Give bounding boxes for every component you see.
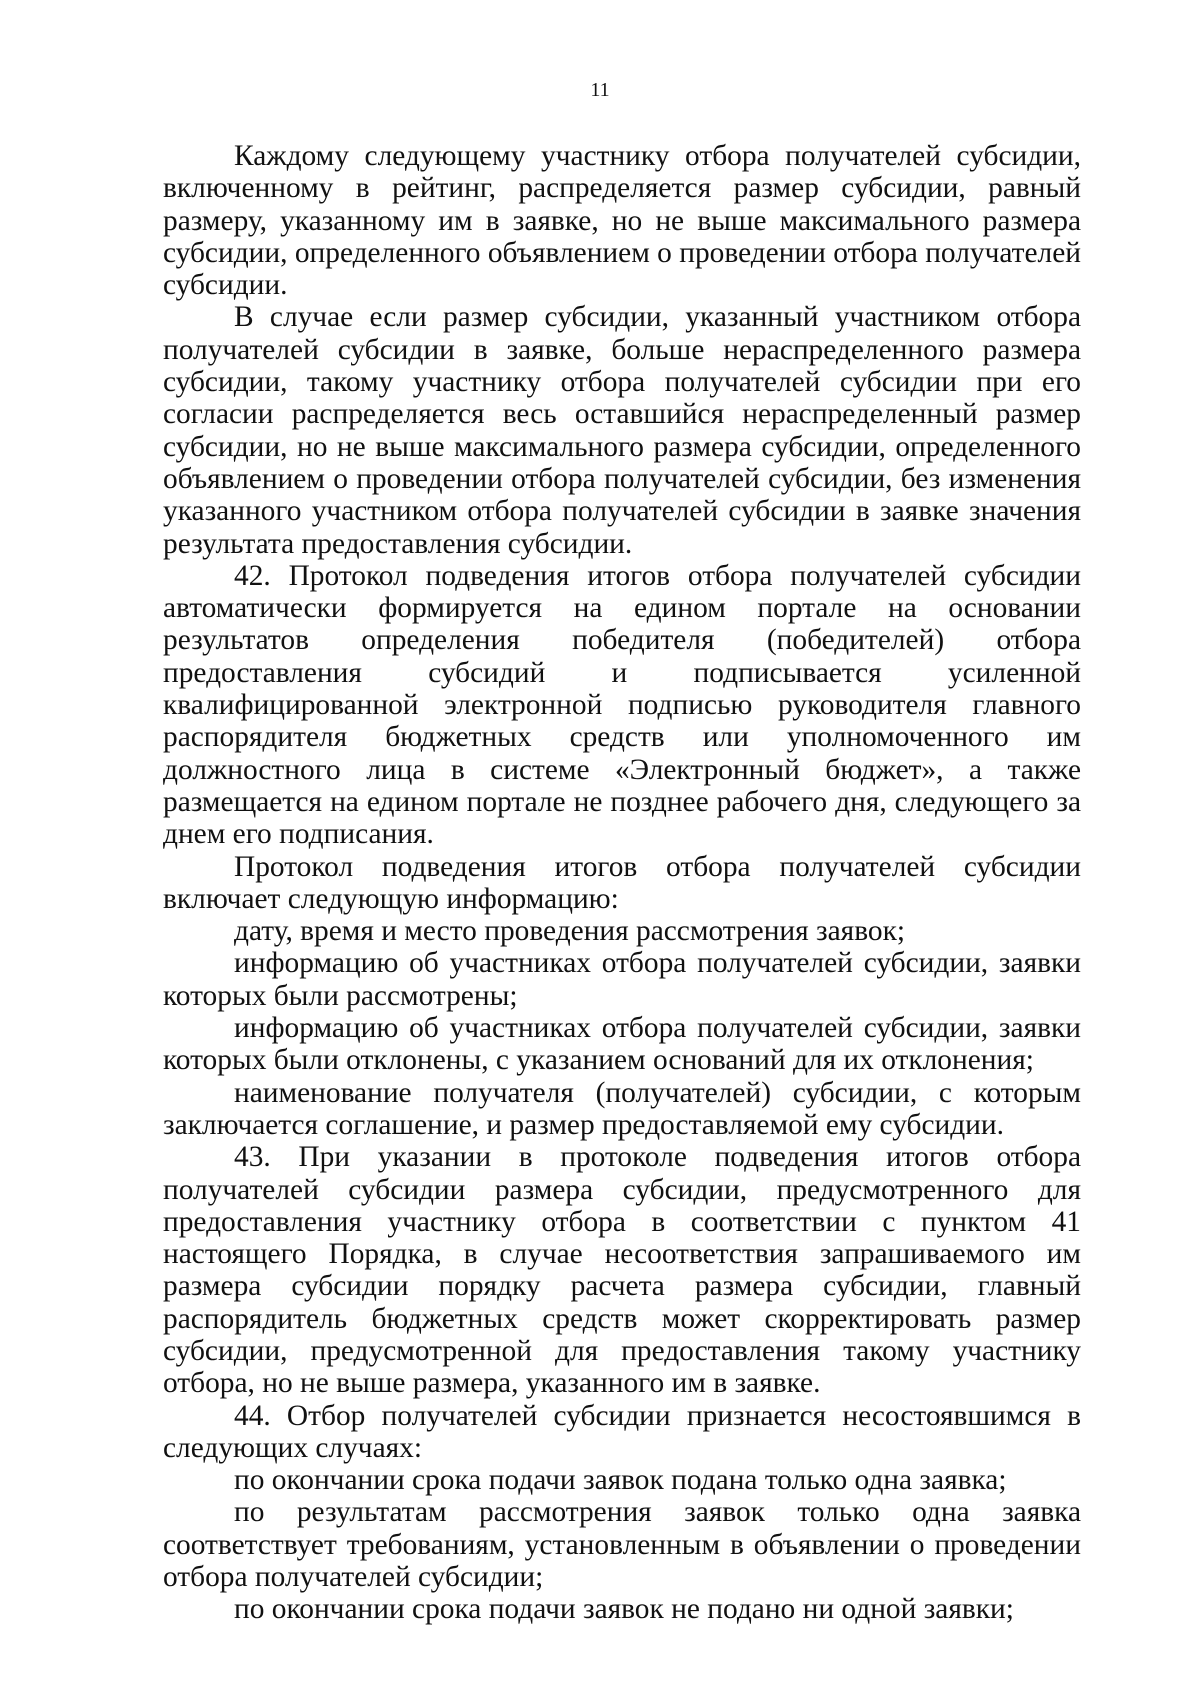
page-number: 11 bbox=[590, 79, 610, 101]
paragraph-remaining-distribution: В случае если размер субсидии, указанный участником отбора получателей субсидии в заявке, больше нераспределенного размера субсидии, такому участнику отбора получателей субсидии при его согласии распределяется весь оставшийся нераспределенный размер субсидии, но не выше максимального размера субсидии, определенного объявлением о проведении отбора получателей субсидии, без изменения указанного участником отбора получателей субсидии в заявке значения результата предоставления субсидии. bbox=[163, 301, 1081, 560]
list-item-recipient-name: наименование получателя (получателей) субсидии, с которым заключается соглашение, и размер предоставляемой ему субсидии. bbox=[163, 1076, 1081, 1141]
paragraph-clause-43: 43. При указании в протоколе подведения итогов отбора получателей субсидии размера субсидии, предусмотренного для предоставления участнику отбора в соответствии с пунктом 41 настоящего Порядка, в случае несоответствия запрашиваемого им размера субсидии порядку расчета размера субсидии, главный распорядитель бюджетных средств может скорректировать размер субсидии, предусмотренной для предоставления такому участнику отбора, но не выше размера, указанного им в заявке. bbox=[163, 1141, 1081, 1400]
paragraph-clause-42: 42. Протокол подведения итогов отбора получателей субсидии автоматически формируется на едином портале на основании результатов определения победителя (победителей) отбора предоставления субсидий и подписывается усиленной квалифицированной электронной подписью руководителя главного распорядителя бюджетных средств или уполномоченного им должностного лица в системе «Электронный бюджет», а также размещается на едином портале не позднее рабочего дня, следующего за днем его подписания. bbox=[163, 559, 1081, 851]
list-item-single-application: по окончании срока подачи заявок подана только одна заявка; bbox=[234, 1464, 1007, 1497]
document-body bbox=[163, 140, 1081, 1626]
list-item-rejected-participants: информацию об участниках отбора получателей субсидии, заявки которых были отклонены, с указанием оснований для их отклонения; bbox=[163, 1012, 1081, 1077]
list-item-no-applications: по окончании срока подачи заявок не подано ни одной заявки; bbox=[234, 1593, 1014, 1626]
list-item-single-compliant: по результатам рассмотрения заявок только одна заявка соответствует требованиям, установленным в объявлении о проведении отбора получателей субсидии; bbox=[163, 1496, 1081, 1594]
paragraph-clause-44: 44. Отбор получателей субсидии признается несостоявшимся в следующих случаях: bbox=[163, 1399, 1081, 1464]
paragraph-protocol-contents: Протокол подведения итогов отбора получателей субсидии включает следующую информацию: bbox=[163, 850, 1081, 915]
list-item-date-time-place: дату, время и место проведения рассмотрения заявок; bbox=[234, 915, 906, 948]
paragraph-rating-distribution: Каждому следующему участнику отбора получателей субсидии, включенному в рейтинг, распределяется размер субсидии, равный размеру, указанному им в заявке, но не выше максимального размера субсидии, определенного объявлением о проведении отбора получателей субсидии. bbox=[163, 140, 1081, 302]
list-item-reviewed-participants: информацию об участниках отбора получателей субсидии, заявки которых были рассмотрены; bbox=[163, 947, 1081, 1012]
